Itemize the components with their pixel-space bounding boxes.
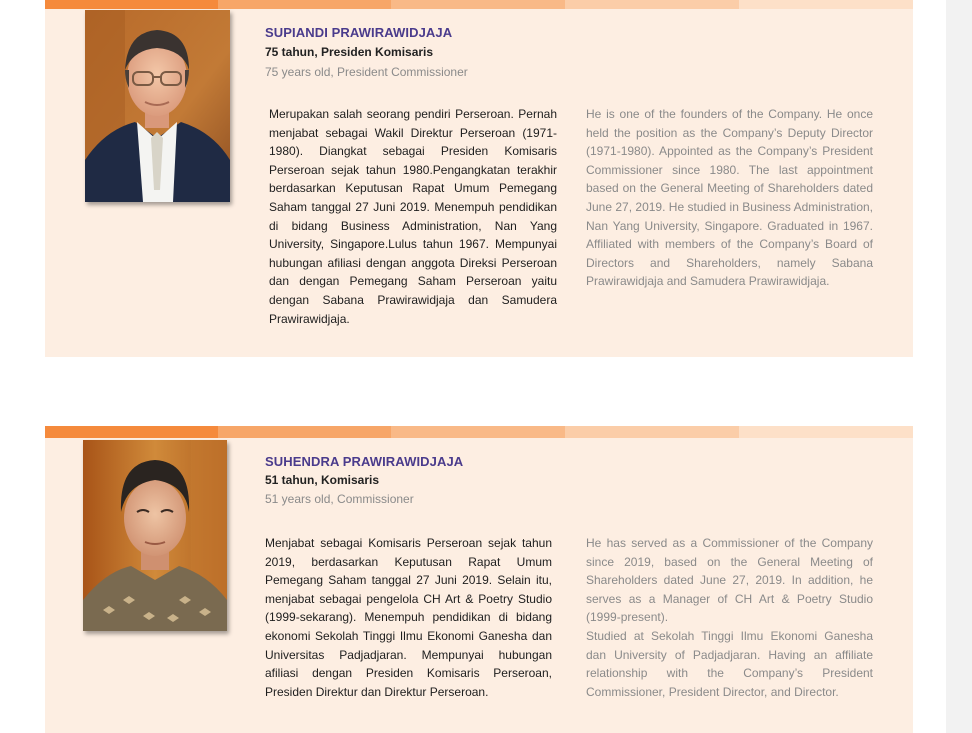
page-edge [946,0,972,733]
portrait-photo [83,440,227,631]
bio-english: He is one of the founders of the Company. He once held the position as the Company’s Deputy Director (1971-1980). Appointed as the Company’s President Commissioner since 1980. The last appointment based on the General Meeting of Shareholders dated June 27, 2019. He studied in Business Administration, Nan Yang University, Singapore. Graduated in 1967. Affiliated with members of the Company’s Board of Directors and Shareholders, namely Sabana Prawirawidjaja and Samudera Prawirawidjaja. [586,107,873,289]
profile-name: SUPIANDI PRAWIRAWIDJAJA [265,25,453,40]
bio-english-paragraph: Studied at Sekolah Tinggi Ilmu Ekonomi Ganesha dan University of Padjadjaran. Having an affiliate relationship with the Company’s President Commissioner, President Director, and Director. [586,628,873,699]
bio-indonesian: Merupakan salah seorang pendiri Perseroan. Pernah menjabat sebagai Wakil Direktur Perseroan (1971-1980). Diangkat sebagai Presiden Komisaris Perseroan sejak tahun 1980.Pengangkatan terakhir berdasarkan Keputusan Rapat Umum Pemegang Saham tanggal 27 Juni 2019. Menempuh pendidikan di bidang Business Administration, Nan Yang University, Singapore.Lulus tahun 1967. Mempunyai hubungan afiliasi dengan anggota Direksi Perseroan dan dengan Pemegang Saham Perseroan yaitu dengan Sabana Prawirawidjaja dan Samudera Prawirawidjaja. [269,107,557,326]
bio-english [586,534,873,701]
color-strip [45,0,913,9]
bio-english-paragraph: He has served as a Commissioner of the Company since 2019, based on the General Meeting of Shareholders dated June 27, 2019. In addition, he serves as a Manager of CH Art & Poetry Studio (1999-present). [586,536,873,625]
profile-age-title-id: 51 tahun, Komisaris [265,473,380,487]
profile-name: SUHENDRA PRAWIRAWIDJAJA [265,454,464,469]
profile-age-title-en: 51 years old, Commissioner [265,492,414,506]
profile-card-supiandi [45,0,913,357]
profile-age-title-en: 75 years old, President Commissioner [265,65,468,79]
bio-indonesian: Menjabat sebagai Komisaris Perseroan sejak tahun 2019, berdasarkan Keputusan Rapat Umum Pemegang Saham tanggal 27 Juni 2019. Selain itu, menjabat sebagai pengelola CH Art & Poetry Studio (1999-sekarang). Menempuh pendidikan di bidang ekonomi Sekolah Tinggi Ilmu Ekonomi Ganesha dan Universitas Padjadjaran. Mempunyai hubungan afiliasi dengan Presiden Komisaris Perseroan, Presiden Direktur dan Direktur Perseroan. [265,536,552,699]
profile-age-title-id: 75 tahun, Presiden Komisaris [265,45,434,59]
profile-card-suhendra [45,426,913,733]
portrait-photo [85,10,230,202]
color-strip [45,426,913,438]
